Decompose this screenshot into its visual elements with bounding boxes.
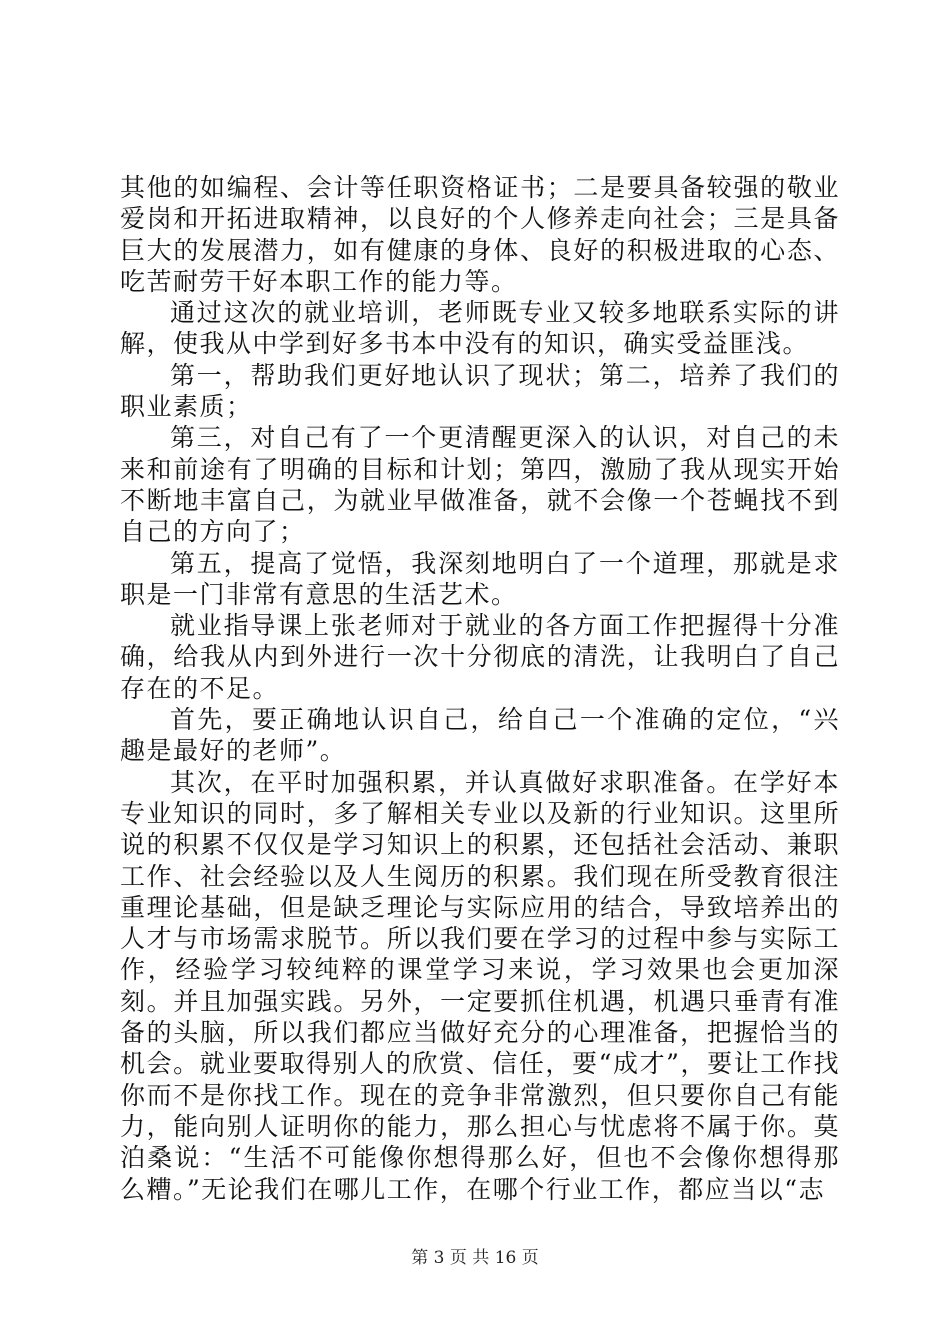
- paragraph-8: 其次，在平时加强积累，并认真做好求职准备。在学好本专业知识的同时，多了解相关专业以及新的行业知识。这里所说的积累不仅仅是学习知识上的积累，还包括社会活动、兼职工作、社会经验以及人生阅历的积累。我们现在所受教育很注重理论基础，但是缺乏理论与实际应用的结合，导致培养出的人才与市场需求脱节。所以我们要在学习的过程中参与实际工作，经验学习较纯粹的课堂学习来说，学习效果也会更加深刻。并且加强实践。另外，一定要抓住机遇，机遇只垂青有准备的头脑，所以我们都应当做好充分的心理准备，把握恰当的机会。就业要取得别人的欣赏、信任，要“成才”，要让工作找你而不是你找工作。现在的竞争非常激烈，但只要你自己有能力，能向别人证明你的能力，那么担心与忧虑将不属于你。莫泊桑说：“生活不可能像你想得那么好，但也不会像你想得那么糟。”无论我们在哪儿工作，在哪个行业工作，都应当以“志: [120, 767, 840, 1204]
- paragraph-6: 就业指导课上张老师对于就业的各方面工作把握得十分准确，给我从内到外进行一次十分彻底的清洗，让我明白了自己存在的不足。: [120, 611, 840, 703]
- paragraph-5: 第五，提高了觉悟，我深刻地明白了一个道理，那就是求职是一门非常有意思的生活艺术。: [120, 548, 840, 609]
- paragraph-3: 第一，帮助我们更好地认识了现状；第二，培养了我们的职业素质；: [120, 360, 840, 422]
- paragraph-4: 第三，对自己有了一个更清醒更深入的认识，对自己的未来和前途有了明确的目标和计划；第四，激励了我从现实开始不断地丰富自己，为就业早做准备，就不会像一个苍蝇找不到自己的方向了；: [120, 423, 840, 547]
- page-number-footer: 第 3 页 共 16 页: [411, 1248, 539, 1268]
- paragraph-7: 首先，要正确地认识自己，给自己一个准确的定位，“兴趣是最好的老师”。: [120, 705, 840, 766]
- paragraph-1: 其他的如编程、会计等任职资格证书；二是要具备较强的敬业爱岗和开拓进取精神，以良好的个人修养走向社会；三是具备巨大的发展潜力，如有健康的身体、良好的积极进取的心态、吃苦耐劳干好本职工作的能力等。: [120, 173, 840, 296]
- document-body: [120, 172, 840, 1205]
- paragraph-2: 通过这次的就业培训，老师既专业又较多地联系实际的讲解，使我从中学到好多书本中没有的知识，确实受益匪浅。: [120, 298, 840, 359]
